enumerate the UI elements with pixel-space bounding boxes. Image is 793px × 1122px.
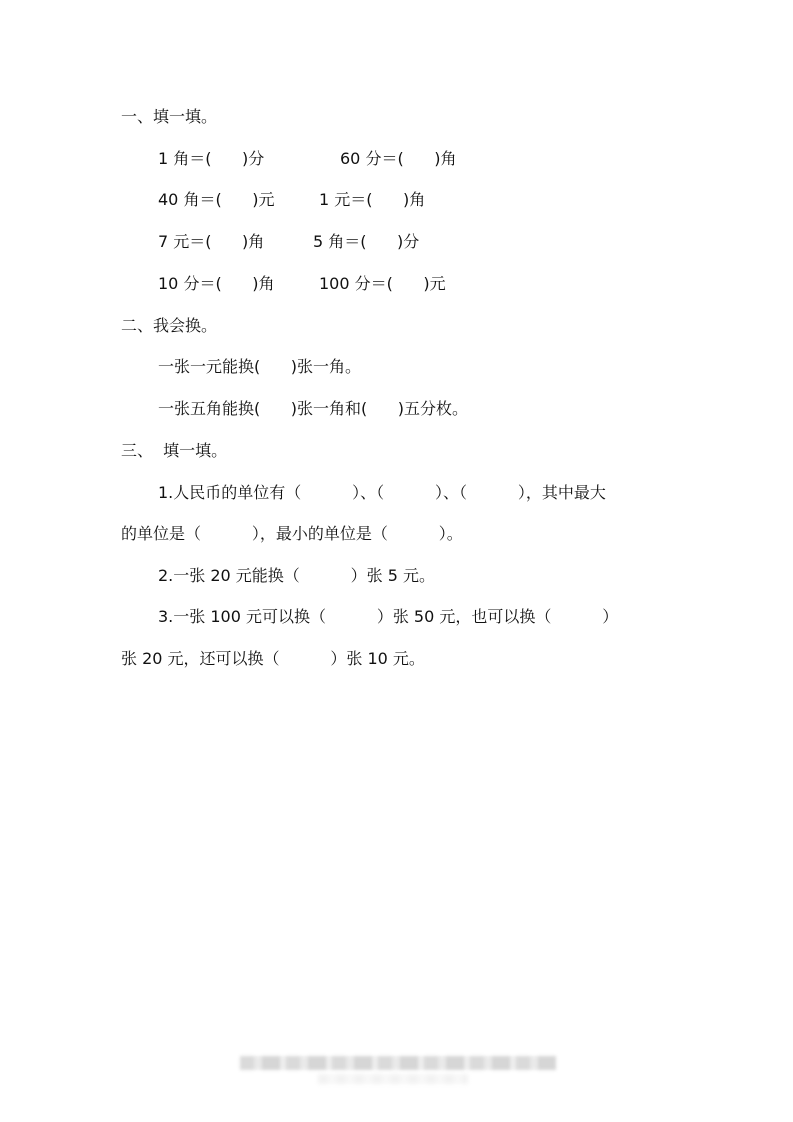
s3-q3-line-2: 张 20 元，还可以换（ ）张 10 元。	[121, 649, 425, 668]
s1-row-4-left: 10 分＝( )角	[158, 274, 275, 293]
section-1-heading: 一、填一填。	[121, 107, 218, 126]
s3-q1-line-2: 的单位是（ ），最小的单位是（ ）。	[121, 524, 463, 543]
section-2-heading: 二、我会换。	[121, 316, 218, 335]
s3-q1-line-1: 1.人民币的单位有（ ）、（ ）、（ ），其中最大	[158, 483, 606, 502]
s1-row-1-left: 1 角＝( )分	[158, 149, 265, 168]
section-3-heading: 三、 填一填。	[121, 441, 228, 460]
s1-row-3-right: 5 角＝( )分	[313, 232, 420, 251]
s1-row-2-right: 1 元＝( )角	[319, 190, 426, 209]
blurred-watermark-sub	[318, 1074, 468, 1084]
s3-q2: 2.一张 20 元能换（ ）张 5 元。	[158, 566, 436, 585]
blurred-watermark	[240, 1056, 556, 1070]
s1-row-3-left: 7 元＝( )角	[158, 232, 265, 251]
s2-row-2: 一张五角能换( )张一角和( )五分枚。	[158, 399, 469, 418]
s2-row-1: 一张一元能换( )张一角。	[158, 357, 362, 376]
s3-q3-line-1: 3.一张 100 元可以换（ ）张 50 元，也可以换（ ）	[158, 607, 619, 626]
s1-row-2-left: 40 角＝( )元	[158, 190, 275, 209]
s1-row-1-right: 60 分＝( )角	[340, 149, 457, 168]
s1-row-4-right: 100 分＝( )元	[319, 274, 446, 293]
